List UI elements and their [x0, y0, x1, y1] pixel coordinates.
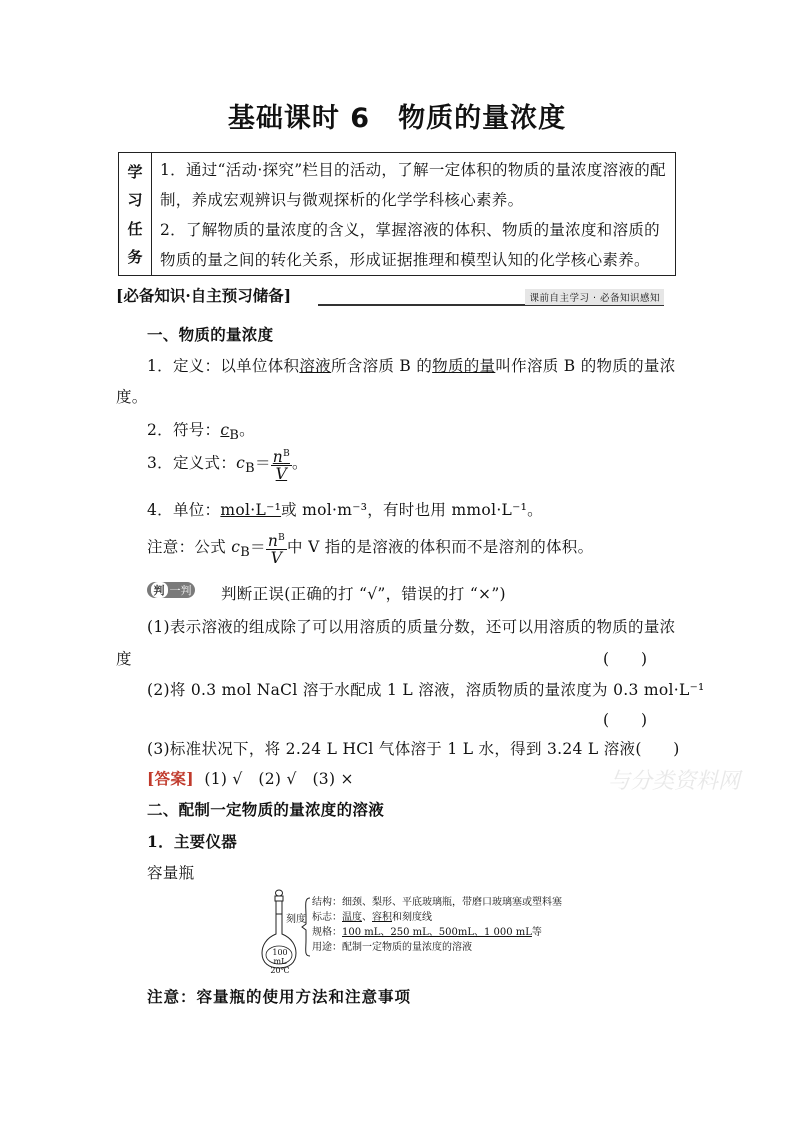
marks-blank-2: 容积 — [372, 912, 392, 923]
formula-fraction — [271, 446, 292, 482]
learning-tasks-content — [152, 153, 675, 275]
definition-line-2: 度。 — [116, 388, 148, 406]
note-c: c — [231, 538, 241, 557]
diagram-structure: 结构：细颈、梨形、平底玻璃瓶，带磨口玻璃塞或塑料塞 — [312, 897, 562, 908]
answer-text: (1) √ (2) √ (3) × — [204, 770, 354, 788]
formula-line — [147, 446, 308, 482]
diagram-usage: 用途：配制一定物质的量浓度的溶液 — [312, 942, 472, 953]
note-denominator: V — [270, 549, 283, 568]
scale-label: 刻度 — [286, 914, 306, 925]
label-char: 学 — [127, 162, 143, 181]
unit-text: 或 mol·m⁻³，有时也用 mmol·L⁻¹。 — [281, 501, 543, 519]
formula-n-sup: B — [283, 449, 290, 459]
diagram-marks — [312, 911, 432, 926]
unit-label: 4．单位： — [147, 501, 221, 519]
symbol-line — [147, 418, 255, 443]
formula-numerator — [271, 446, 292, 466]
label-char: 任 — [127, 219, 143, 238]
formula-denominator: V — [275, 465, 288, 484]
part2-note: 注意：容量瓶的使用方法和注意事项 — [147, 987, 412, 1006]
marks-text: 和刻度线 — [392, 912, 432, 923]
note-line — [147, 530, 593, 566]
flask-inscription — [268, 948, 292, 975]
part2-heading: 二、配制一定物质的量浓度的溶液 — [147, 800, 385, 819]
symbol-label: 2．符号： — [147, 421, 221, 439]
judge-instruction: 判断正误(正确的打 “√”，错误的打 “×”) — [221, 585, 506, 603]
note-label: 注意：公式 — [147, 538, 232, 557]
marks-label: 标志： — [312, 912, 342, 923]
symbol-c: c — [220, 421, 230, 439]
question-3-line-1: (3)标准状况下，将 2.24 L HCl 气体溶于 1 L 水，得到 3.24 L 溶液( ) — [147, 740, 680, 758]
symbol-sub: B — [229, 428, 240, 444]
specs-text: 等 — [531, 927, 542, 938]
definition-text: 叫作溶质 B 的物质的量浓 — [495, 357, 676, 375]
unit-blank: mol·L⁻¹ — [220, 501, 282, 519]
diagram-specs — [312, 926, 542, 941]
part1-heading: 一、物质的量浓度 — [147, 325, 274, 344]
unit-line — [147, 498, 543, 520]
specs-label: 规格： — [312, 927, 342, 938]
volumetric-flask-diagram — [260, 888, 580, 975]
label-char: 习 — [127, 191, 143, 210]
judge-icon-key: 判 — [151, 582, 168, 598]
note-numerator — [266, 530, 287, 550]
question-2-answer-blank: ( ) — [603, 711, 648, 729]
marks-sep: 、 — [362, 912, 372, 923]
watermark: 与分类资料网 — [608, 769, 741, 794]
judge-icon — [147, 582, 195, 598]
task-item-1: 1．通过“活动·探究”栏目的活动，了解一定体积的物质的量浓度溶液的配制，养成宏观辨识与微观探析的化学学科核心素养。 — [160, 161, 666, 209]
symbol-end: 。 — [239, 421, 255, 439]
part2-sub-heading: 1．主要仪器 — [147, 832, 238, 851]
specs-blank: 100 mL、250 mL、500mL、1 000 mL — [342, 927, 532, 938]
learning-tasks-box — [118, 152, 676, 276]
symbol-blank — [220, 421, 240, 444]
note-eq: ＝ — [250, 538, 266, 557]
definition-blank-2: 物质的量 — [432, 357, 496, 375]
marks-blank-1: 温度 — [342, 912, 362, 923]
note-n: n — [267, 532, 279, 551]
formula-n: n — [272, 448, 284, 467]
note-sub: B — [240, 545, 251, 561]
question-1-answer-blank: ( ) — [603, 650, 648, 668]
note-text: 中 V 指的是溶液的体积而不是溶剂的体积。 — [287, 538, 594, 557]
definition-text: 1．定义：以单位体积 — [147, 357, 300, 375]
answer-line — [147, 767, 354, 789]
formula-end: 。 — [291, 454, 308, 473]
flask-capacity: 100 mL — [272, 948, 288, 966]
definition-text: 所含溶质 B 的 — [330, 357, 433, 375]
label-char: 务 — [127, 248, 143, 267]
question-1-line-1: (1)表示溶液的组成除了可以用溶质的质量分数，还可以用溶质的物质的量浓 — [147, 618, 676, 636]
page-title: 基础课时 6 物质的量浓度 — [227, 103, 567, 134]
diagram-brace — [300, 896, 312, 958]
learning-tasks-label — [119, 153, 152, 275]
flask-temperature: 20℃ — [270, 966, 290, 975]
question-1-line-2: 度 — [116, 650, 132, 668]
answer-tag: [答案] — [147, 769, 194, 788]
note-fraction — [266, 530, 287, 566]
definition-line — [147, 354, 676, 376]
judge-icon-text: 一判 — [169, 584, 192, 597]
formula-sub: B — [245, 461, 255, 477]
formula-c: c — [236, 454, 246, 473]
section-tag: 课前自主学习 · 必备知识感知 — [525, 289, 664, 305]
formula-label: 3．定义式： — [147, 454, 237, 473]
section-header — [116, 284, 664, 306]
task-item-2: 2．了解物质的量浓度的含义，掌握溶液的体积、物质的量浓度和溶质的物质的量之间的转化关系，形成证据推理和模型认知的化学核心素养。 — [160, 221, 660, 269]
section-title: [必备知识·自主预习储备] — [116, 286, 292, 305]
definition-blank-1: 溶液 — [299, 357, 331, 375]
question-2-line-1: (2)将 0.3 mol NaCl 溶于水配成 1 L 溶液，溶质物质的量浓度为 0.3 mol·L⁻¹ — [147, 681, 705, 699]
note-n-sup: B — [278, 533, 286, 543]
formula-eq: ＝ — [254, 454, 271, 473]
instrument-name: 容量瓶 — [147, 864, 195, 882]
